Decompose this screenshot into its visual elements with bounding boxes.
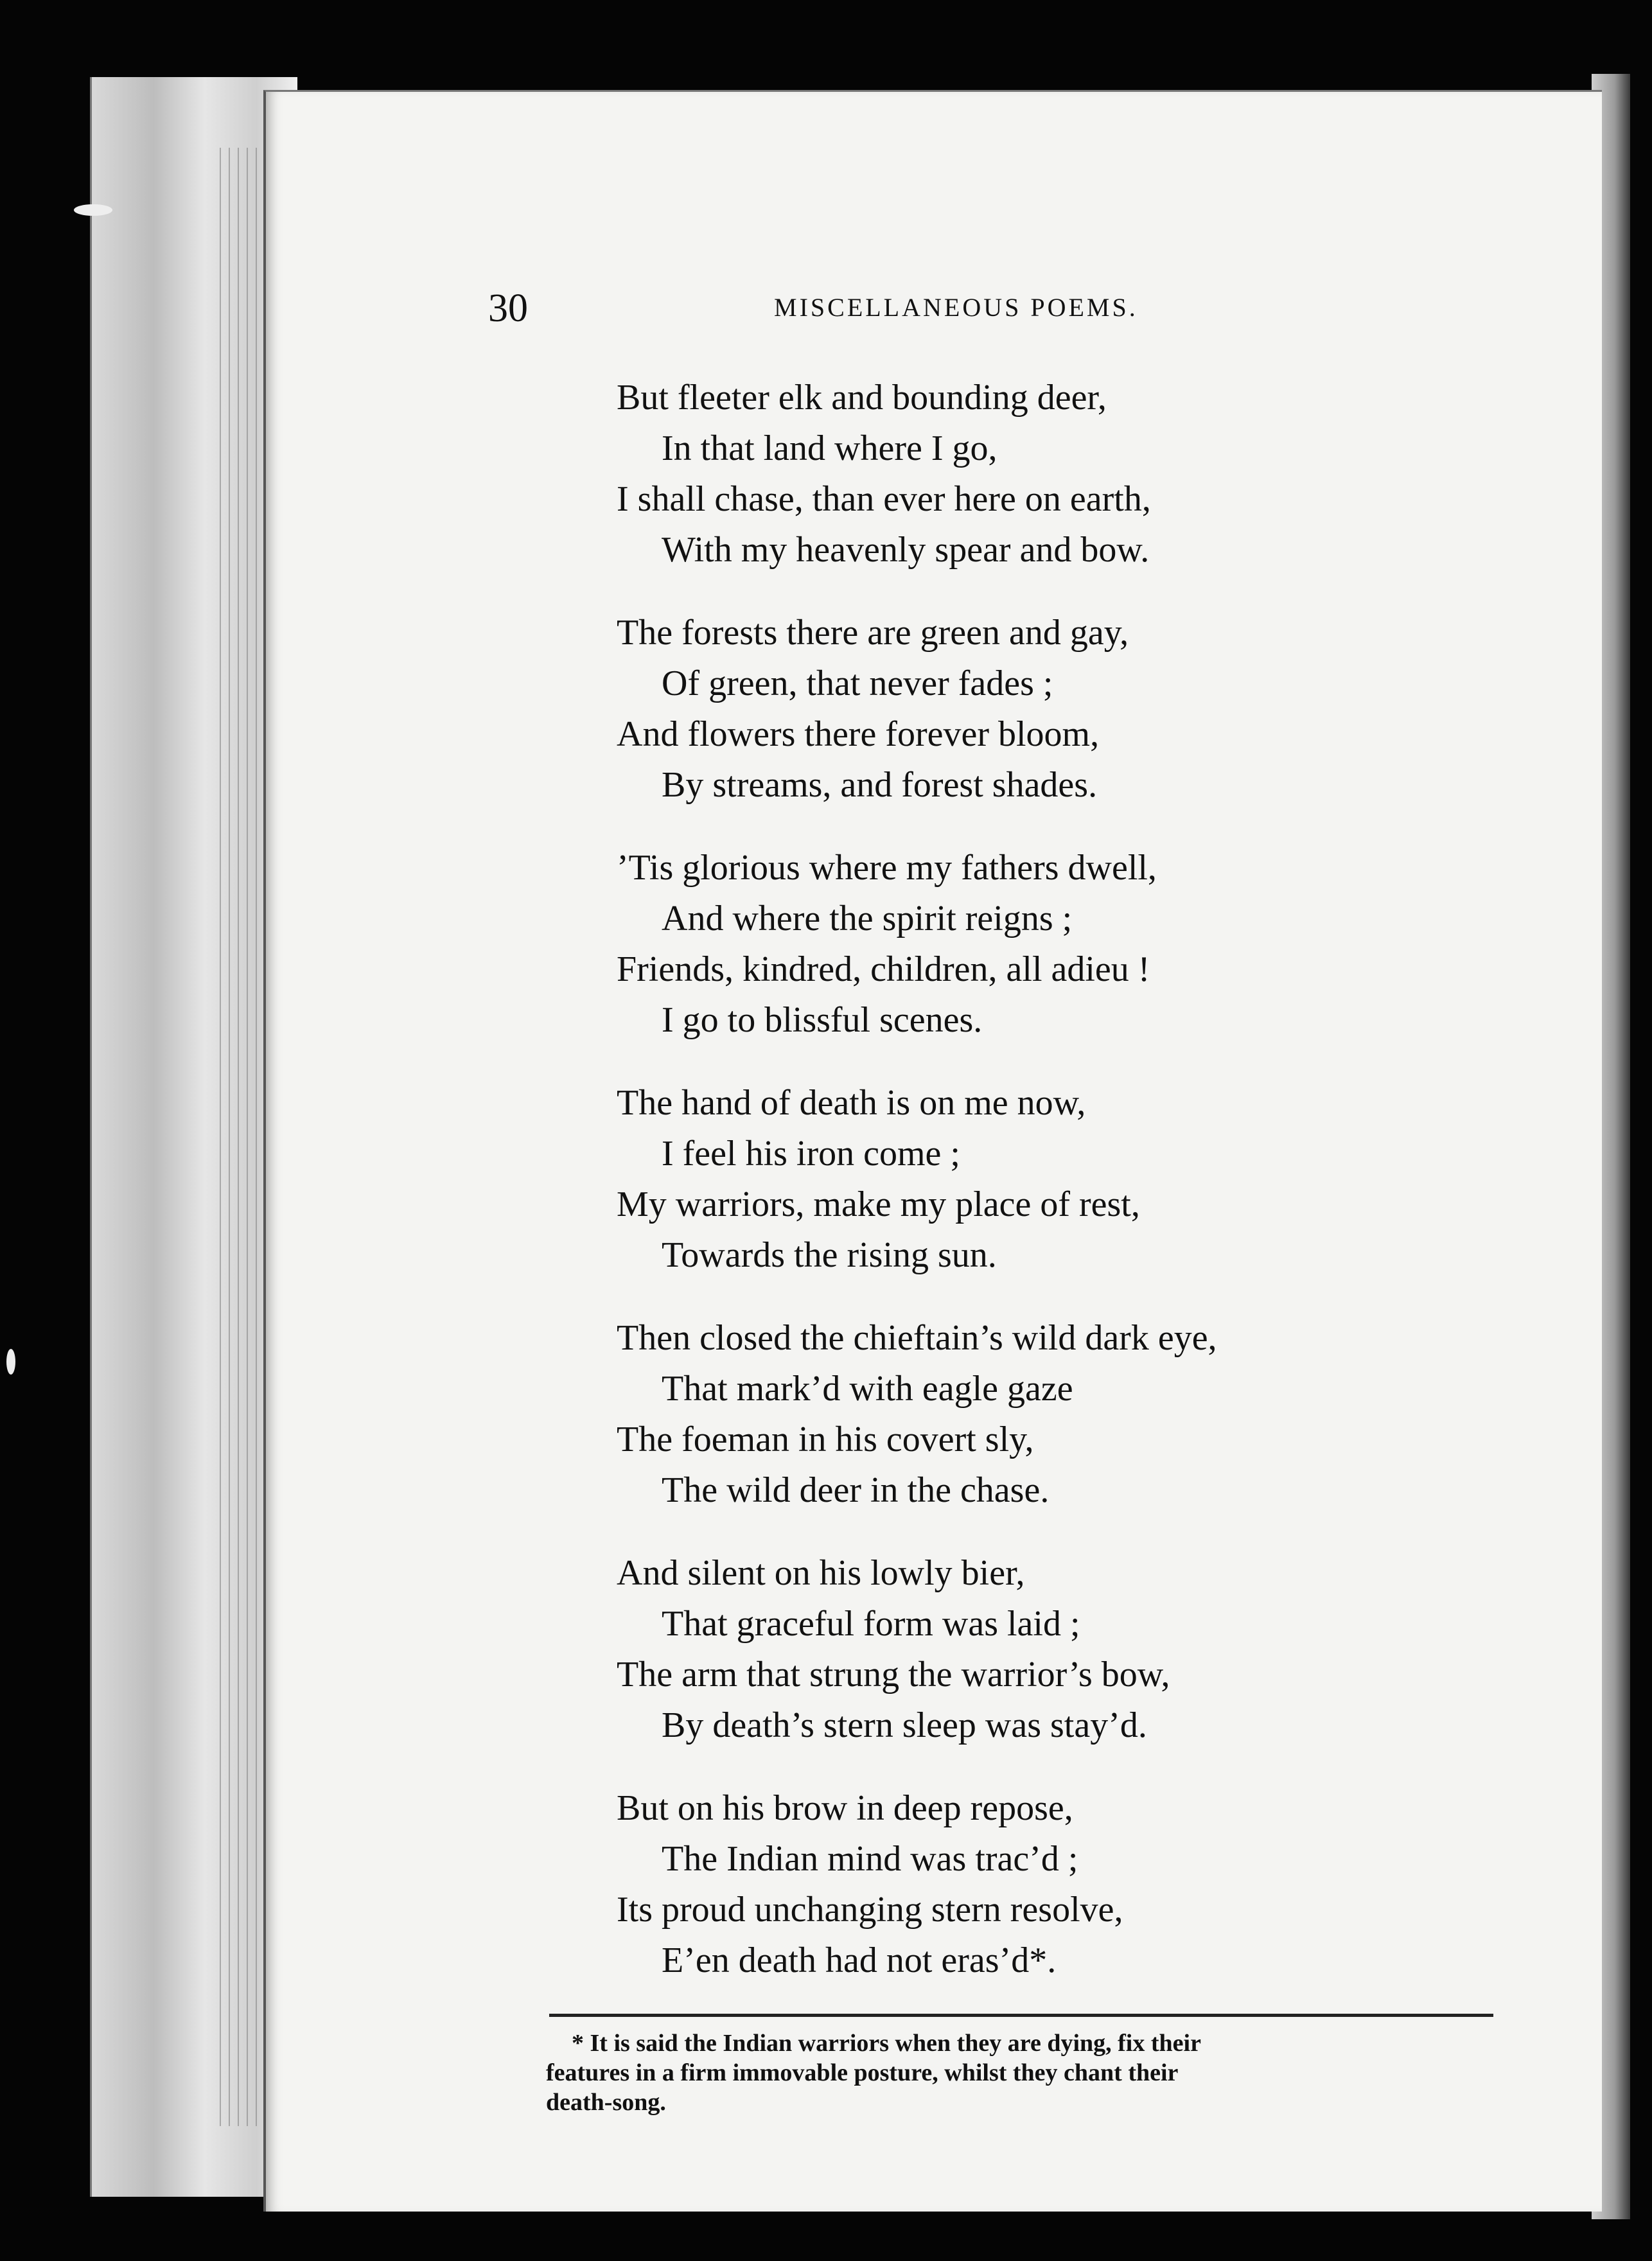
poem-line: The forests there are green and gay, <box>617 613 1129 653</box>
poem-line: That graceful form was laid ; <box>662 1604 1080 1644</box>
footnote-line: * It is said the Indian warriors when they are dying, fix their <box>572 2030 1201 2057</box>
poem-line: By streams, and forest shades. <box>662 765 1098 805</box>
dust-speck <box>6 1349 15 1375</box>
poem-line: That mark’d with eagle gaze <box>662 1369 1073 1409</box>
poem-line: E’en death had not eras’d*. <box>662 1940 1057 1980</box>
footnote <box>546 2028 1497 2117</box>
stanza <box>617 373 1452 576</box>
poem-line: But on his brow in deep repose, <box>617 1788 1073 1828</box>
stanza <box>617 1783 1452 1986</box>
poem-line: And flowers there forever bloom, <box>617 714 1100 754</box>
stanza <box>617 1313 1452 1516</box>
poem-line: The foeman in his covert sly, <box>617 1420 1034 1459</box>
poem-line: I feel his iron come ; <box>662 1134 960 1174</box>
poem-line: ’Tis glorious where my fathers dwell, <box>617 848 1157 888</box>
stanza <box>617 843 1452 1046</box>
poem-line: I go to blissful scenes. <box>662 1000 983 1040</box>
poem-line: In that land where I go, <box>662 428 997 468</box>
dust-speck <box>74 204 112 216</box>
footnote-line: features in a firm immovable posture, whilst they chant their <box>546 2059 1179 2086</box>
poem-line: But fleeter elk and bounding deer, <box>617 378 1107 418</box>
poem-line: Towards the rising sun. <box>662 1235 997 1275</box>
poem-line: By death’s stern sleep was stay’d. <box>662 1705 1147 1745</box>
poem-line: Of green, that never fades ; <box>662 664 1053 703</box>
poem-line: Then closed the chieftain’s wild dark eye, <box>617 1318 1217 1358</box>
footnote-line: death-song. <box>546 2089 666 2116</box>
page-number: 30 <box>488 286 528 330</box>
poem-line: Friends, kindred, children, all adieu ! <box>617 949 1150 989</box>
poem-line: And where the spirit reigns ; <box>662 899 1073 938</box>
footnote-rule <box>549 2014 1493 2017</box>
stanza <box>617 608 1452 811</box>
poem-body <box>617 373 1452 2018</box>
stanza <box>617 1548 1452 1751</box>
poem-line: With my heavenly spear and bow. <box>662 530 1150 570</box>
poem-line: The wild deer in the chase. <box>662 1470 1050 1510</box>
poem-line: Its proud unchanging stern resolve, <box>617 1890 1123 1930</box>
stanza <box>617 1078 1452 1281</box>
poem-line: The arm that strung the warrior’s bow, <box>617 1655 1170 1694</box>
poem-line: The hand of death is on me now, <box>617 1083 1086 1123</box>
poem-line: I shall chase, than ever here on earth, <box>617 479 1151 519</box>
poem-line: And silent on his lowly bier, <box>617 1553 1025 1593</box>
poem-line: My warriors, make my place of rest, <box>617 1184 1140 1224</box>
poem-line: The Indian mind was trac’d ; <box>662 1839 1078 1879</box>
running-head: MISCELLANEOUS POEMS. <box>774 293 1138 322</box>
